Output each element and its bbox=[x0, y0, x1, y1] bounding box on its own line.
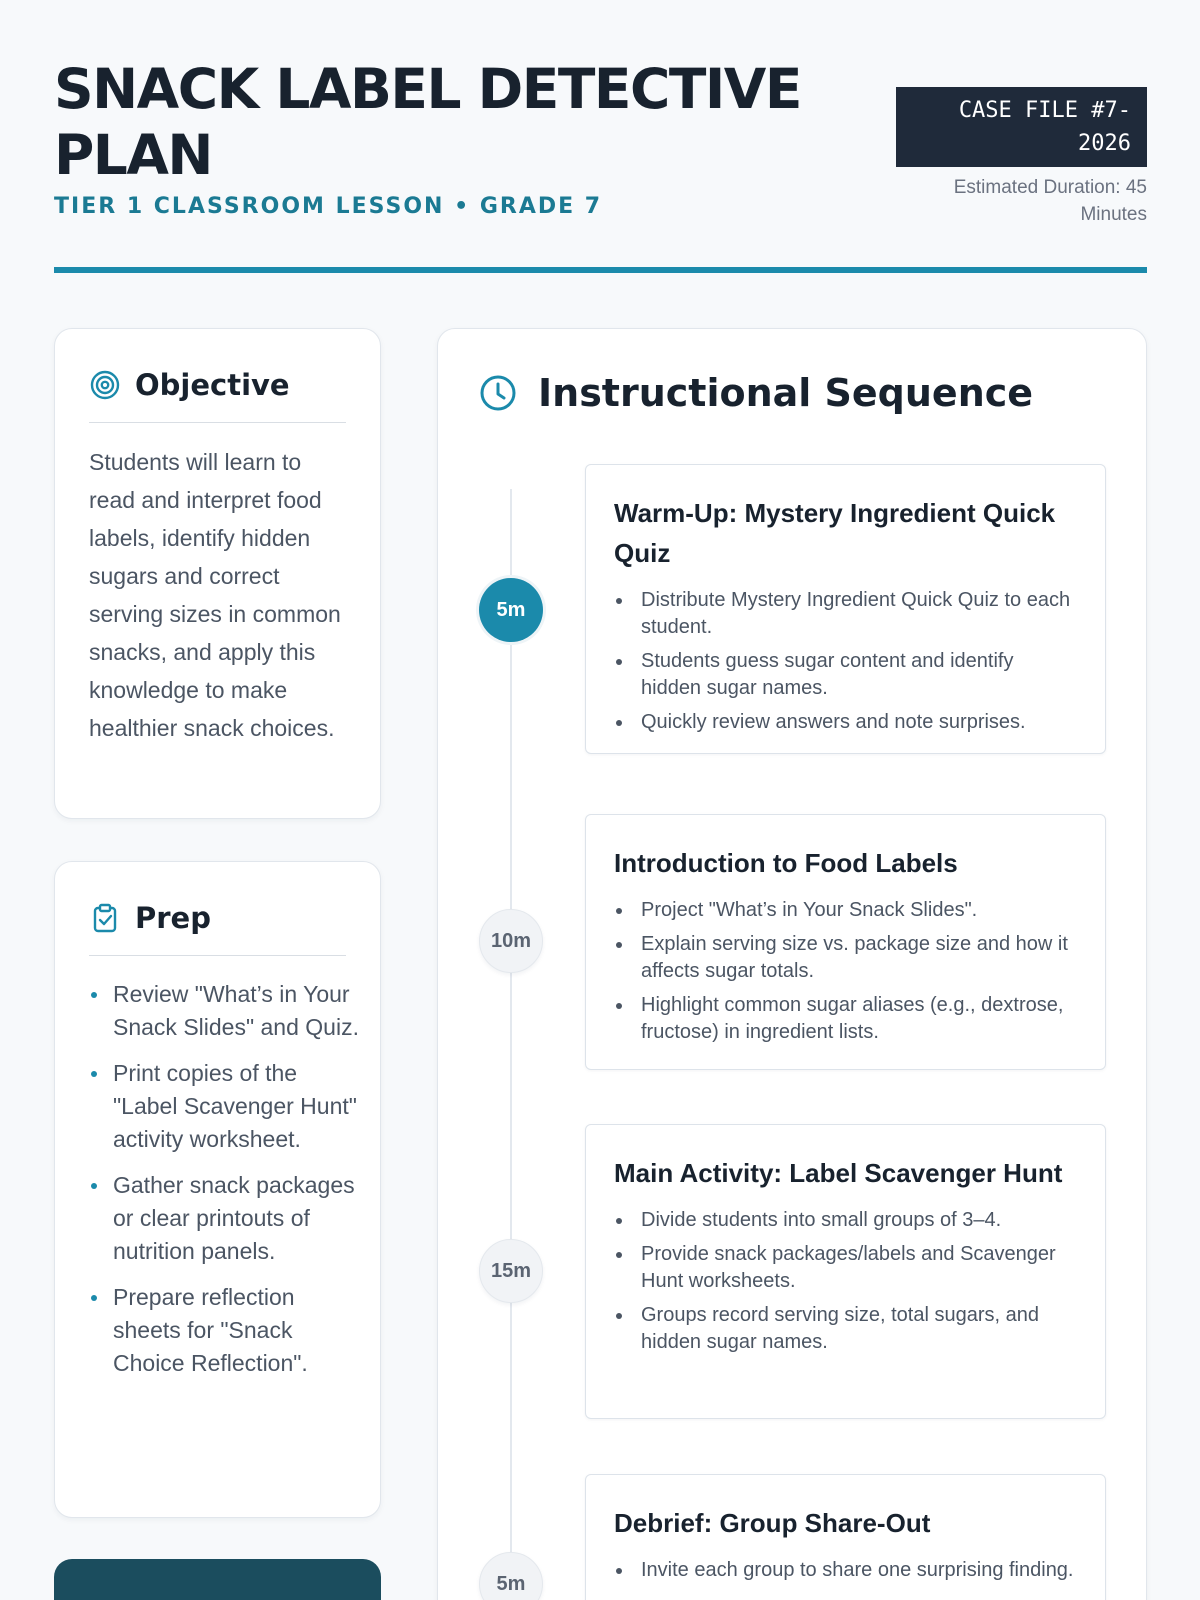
case-file-badge: CASE FILE #7-2026 bbox=[896, 87, 1147, 167]
timeline-line bbox=[510, 489, 512, 1600]
estimated-duration: Estimated Duration: 45 Minutes bbox=[953, 177, 1147, 225]
step-title: Warm-Up: Mystery Ingredient Quick Quiz bbox=[614, 498, 1056, 568]
step-bullet: Explain serving size vs. package size and how it affects sugar totals. bbox=[614, 931, 1077, 985]
objective-divider bbox=[89, 422, 346, 423]
objective-card bbox=[54, 328, 381, 819]
duration-badge: 5m bbox=[479, 578, 543, 642]
step-card bbox=[585, 464, 1106, 754]
step-bullet: Quickly review answers and note surprises. bbox=[614, 709, 1077, 736]
step-bullet: Highlight common sugar aliases (e.g., dextrose, fructose) in ingredient lists. bbox=[614, 992, 1077, 1046]
sequence-title: Instructional Sequence bbox=[538, 371, 1034, 415]
step-bullet: Groups record serving size, total sugars, and hidden sugar names. bbox=[614, 1302, 1077, 1356]
header-divider bbox=[54, 267, 1147, 273]
step-bullet: Invite each group to share one surprising finding. bbox=[614, 1557, 1077, 1584]
step-bullet: Distribute Mystery Ingredient Quick Quiz to each student. bbox=[614, 587, 1077, 641]
summary-card bbox=[54, 1559, 381, 1600]
objective-title: Objective bbox=[135, 368, 290, 402]
clipboard-check-icon bbox=[89, 902, 121, 934]
step-title: Main Activity: Label Scavenger Hunt bbox=[614, 1158, 1063, 1188]
page-header bbox=[54, 56, 1147, 276]
clock-icon bbox=[478, 373, 518, 413]
prep-item: Print copies of the "Label Scavenger Hunt" activity worksheet. bbox=[89, 1057, 359, 1156]
sequence-header bbox=[478, 371, 1033, 415]
step-bullets bbox=[614, 1207, 1077, 1356]
step-title: Debrief: Group Share-Out bbox=[614, 1508, 931, 1538]
duration-badge: 15m bbox=[479, 1239, 543, 1303]
step-bullets bbox=[614, 587, 1077, 736]
step-card bbox=[585, 1124, 1106, 1419]
prep-title: Prep bbox=[135, 901, 211, 935]
prep-item: Prepare reflection sheets for "Snack Choice Reflection". bbox=[89, 1281, 359, 1380]
step-card bbox=[585, 1474, 1106, 1600]
prep-header bbox=[89, 898, 211, 938]
step-bullets bbox=[614, 1557, 1077, 1584]
step-bullet: Divide students into small groups of 3–4. bbox=[614, 1207, 1077, 1234]
prep-card bbox=[54, 861, 381, 1518]
step-bullets bbox=[614, 897, 1077, 1046]
duration-badge: 10m bbox=[479, 909, 543, 973]
objective-text: Students will learn to read and interpret food labels, identify hidden sugars and correct serving sizes in common snacks, and apply this knowledge to make healthier snack choices. bbox=[89, 449, 341, 741]
page-title: SNACK LABEL DETECTIVE PLAN bbox=[54, 57, 801, 187]
step-bullet: Project "What’s in Your Snack Slides". bbox=[614, 897, 1077, 924]
target-icon bbox=[89, 369, 121, 401]
step-bullet: Provide snack packages/labels and Scavenger Hunt worksheets. bbox=[614, 1241, 1077, 1295]
prep-divider bbox=[89, 955, 346, 956]
prep-list bbox=[89, 978, 359, 1393]
step-title: Introduction to Food Labels bbox=[614, 848, 958, 878]
page-subtitle: TIER 1 CLASSROOM LESSON • GRADE 7 bbox=[54, 194, 603, 219]
step-card bbox=[585, 814, 1106, 1070]
prep-item: Review "What’s in Your Snack Slides" and Quiz. bbox=[89, 978, 359, 1044]
instructional-sequence-card bbox=[437, 328, 1147, 1600]
step-bullet: Students guess sugar content and identify hidden sugar names. bbox=[614, 648, 1077, 702]
duration-badge: 5m bbox=[479, 1552, 543, 1600]
prep-item: Gather snack packages or clear printouts of nutrition panels. bbox=[89, 1169, 359, 1268]
objective-header bbox=[89, 365, 290, 405]
